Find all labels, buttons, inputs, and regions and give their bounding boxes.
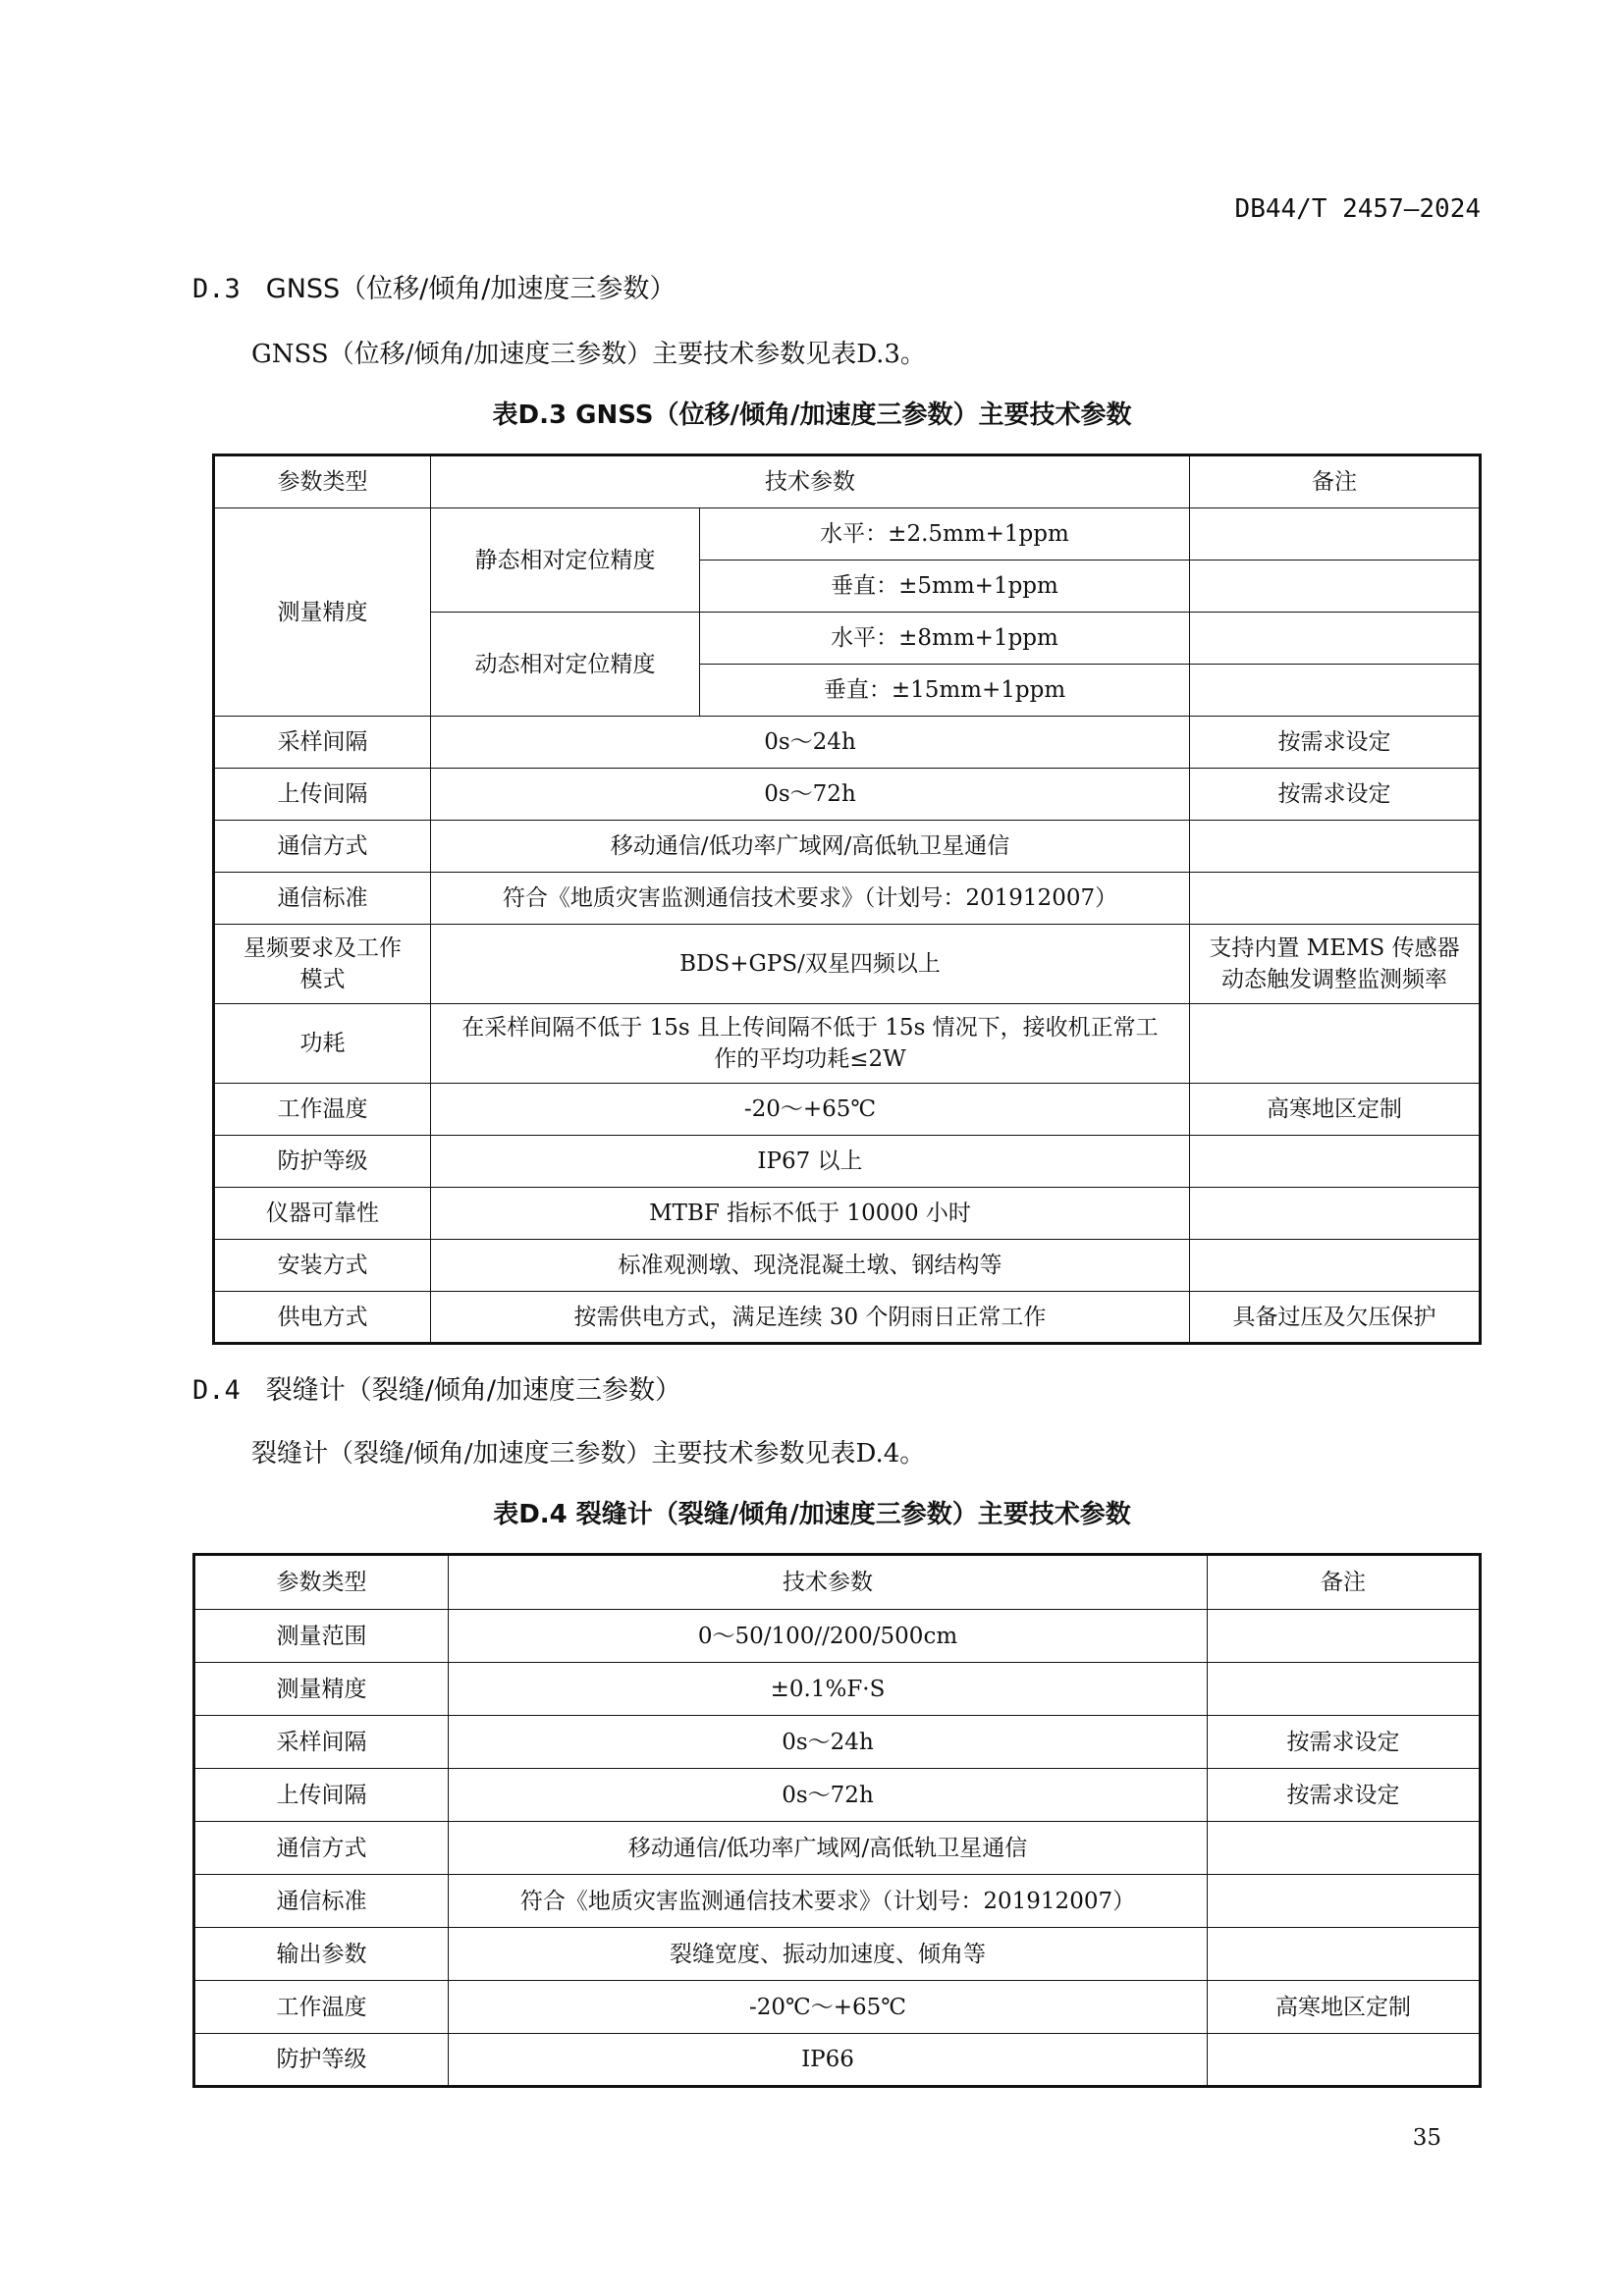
table-row xyxy=(194,1663,1481,1716)
note-cell: 按需求设定 xyxy=(1208,1769,1481,1822)
param-type-cell: 星频要求及工作模式 xyxy=(214,925,431,1004)
table-header-row xyxy=(194,1555,1481,1610)
note-cell xyxy=(1190,821,1481,873)
table-row xyxy=(214,1292,1481,1344)
sub-type-cell: 静态相对定位精度 xyxy=(431,508,700,613)
note-cell xyxy=(1208,1663,1481,1716)
param-type-cell: 工作温度 xyxy=(214,1084,431,1136)
param-type-cell: 通信方式 xyxy=(214,821,431,873)
note-cell: 高寒地区定制 xyxy=(1190,1084,1481,1136)
table-caption-d4: 表D.4 裂缝计（裂缝/倾角/加速度三参数）主要技术参数 xyxy=(493,1500,1131,1529)
table-caption-d3: 表D.3 GNSS（位移/倾角/加速度三参数）主要技术参数 xyxy=(492,400,1132,430)
table-row xyxy=(194,2034,1481,2087)
param-cell: 0s～24h xyxy=(449,1716,1208,1769)
param-cell: -20～+65℃ xyxy=(431,1084,1190,1136)
table-row xyxy=(214,821,1481,873)
section-number: D.3 xyxy=(192,274,241,304)
param-type-cell: 防护等级 xyxy=(214,1136,431,1188)
param-type-cell: 工作温度 xyxy=(194,1981,449,2034)
note-cell xyxy=(1190,561,1481,613)
note-cell: 按需求设定 xyxy=(1208,1716,1481,1769)
param-cell: MTBF 指标不低于 10000 小时 xyxy=(431,1188,1190,1240)
param-cell: 符合《地质灾害监测通信技术要求》（计划号：201912007） xyxy=(431,873,1190,925)
table-row xyxy=(194,1769,1481,1822)
table-row xyxy=(194,1875,1481,1928)
note-cell xyxy=(1190,508,1481,561)
note-cell xyxy=(1208,1928,1481,1981)
param-type-cell: 测量范围 xyxy=(194,1610,449,1663)
header-cell: 参数类型 xyxy=(194,1555,449,1610)
param-type-cell: 通信标准 xyxy=(214,873,431,925)
header-cell: 备注 xyxy=(1190,455,1481,508)
param-cell: 按需供电方式，满足连续 30 个阴雨日正常工作 xyxy=(431,1292,1190,1344)
param-cell: IP67 以上 xyxy=(431,1136,1190,1188)
param-cell: 垂直：±15mm+1ppm xyxy=(700,665,1190,717)
param-cell: 裂缝宽度、振动加速度、倾角等 xyxy=(449,1928,1208,1981)
param-type-cell: 功耗 xyxy=(214,1004,431,1084)
table-row xyxy=(214,1188,1481,1240)
param-cell: 移动通信/低功率广域网/高低轨卫星通信 xyxy=(449,1822,1208,1875)
table-header-row xyxy=(214,455,1481,508)
table-row xyxy=(214,1084,1481,1136)
param-type-cell: 测量精度 xyxy=(214,508,431,717)
header-cell: 技术参数 xyxy=(449,1555,1208,1610)
param-type-cell: 测量精度 xyxy=(194,1663,449,1716)
table-row xyxy=(214,873,1481,925)
section-intro-d3: GNSS（位移/倾角/加速度三参数）主要技术参数见表D.3。 xyxy=(251,340,926,369)
note-cell xyxy=(1190,1240,1481,1292)
section-title: 裂缝计（裂缝/倾角/加速度三参数） xyxy=(265,1375,681,1406)
note-cell xyxy=(1190,1004,1481,1084)
param-cell: 水平：±8mm+1ppm xyxy=(700,613,1190,665)
param-cell: 0s～72h xyxy=(449,1769,1208,1822)
section-title: GNSS（位移/倾角/加速度三参数） xyxy=(265,274,677,304)
table-row xyxy=(214,1240,1481,1292)
note-cell: 支持内置 MEMS 传感器动态触发调整监测频率 xyxy=(1190,925,1481,1004)
table-row xyxy=(214,925,1481,1004)
param-cell: 移动通信/低功率广域网/高低轨卫星通信 xyxy=(431,821,1190,873)
note-cell xyxy=(1190,1136,1481,1188)
note-cell xyxy=(1208,1610,1481,1663)
param-type-cell: 通信标准 xyxy=(194,1875,449,1928)
param-type-cell: 采样间隔 xyxy=(214,717,431,769)
note-cell: 高寒地区定制 xyxy=(1208,1981,1481,2034)
param-cell: 0s～24h xyxy=(431,717,1190,769)
note-cell xyxy=(1208,2034,1481,2087)
table-row xyxy=(214,508,1481,561)
note-cell xyxy=(1208,1822,1481,1875)
note-cell: 按需求设定 xyxy=(1190,769,1481,821)
table-row xyxy=(214,1136,1481,1188)
param-cell: IP66 xyxy=(449,2034,1208,2087)
note-cell: 按需求设定 xyxy=(1190,717,1481,769)
note-cell: 具备过压及欠压保护 xyxy=(1190,1292,1481,1344)
header-cell: 技术参数 xyxy=(431,455,1190,508)
param-type-cell: 上传间隔 xyxy=(214,769,431,821)
param-type-cell: 安装方式 xyxy=(214,1240,431,1292)
param-type-cell: 防护等级 xyxy=(194,2034,449,2087)
param-type-cell: 通信方式 xyxy=(194,1822,449,1875)
table-d3 xyxy=(212,454,1482,1345)
table-row xyxy=(214,769,1481,821)
table-row xyxy=(194,1981,1481,2034)
header-cell: 备注 xyxy=(1208,1555,1481,1610)
param-cell: 符合《地质灾害监测通信技术要求》（计划号：201912007） xyxy=(449,1875,1208,1928)
document-code: DB44/T 2457—2024 xyxy=(1234,194,1481,224)
section-heading-d4 xyxy=(192,1368,681,1407)
param-cell: 在采样间隔不低于 15s 且上传间隔不低于 15s 情况下，接收机正常工作的平均功耗≤2W xyxy=(431,1004,1190,1084)
header-cell: 参数类型 xyxy=(214,455,431,508)
table-row xyxy=(194,1822,1481,1875)
param-type-cell: 上传间隔 xyxy=(194,1769,449,1822)
param-type-cell: 采样间隔 xyxy=(194,1716,449,1769)
param-cell: 0s～72h xyxy=(431,769,1190,821)
param-type-cell: 输出参数 xyxy=(194,1928,449,1981)
sub-type-cell: 动态相对定位精度 xyxy=(431,613,700,717)
param-cell: 0～50/100//200/500cm xyxy=(449,1610,1208,1663)
table-row xyxy=(194,1610,1481,1663)
param-cell: BDS+GPS/双星四频以上 xyxy=(431,925,1190,1004)
page-number: 35 xyxy=(1412,2125,1441,2151)
table-row xyxy=(194,1928,1481,1981)
param-type-cell: 供电方式 xyxy=(214,1292,431,1344)
table-d4 xyxy=(192,1553,1482,2088)
note-cell xyxy=(1190,873,1481,925)
param-cell: 垂直：±5mm+1ppm xyxy=(700,561,1190,613)
note-cell xyxy=(1208,1875,1481,1928)
table-row xyxy=(194,1716,1481,1769)
param-cell: 水平：±2.5mm+1ppm xyxy=(700,508,1190,561)
note-cell xyxy=(1190,1188,1481,1240)
note-cell xyxy=(1190,613,1481,665)
section-heading-d3 xyxy=(192,267,676,305)
note-cell xyxy=(1190,665,1481,717)
table-row xyxy=(214,717,1481,769)
param-cell: ±0.1%F·S xyxy=(449,1663,1208,1716)
param-cell: -20℃～+65℃ xyxy=(449,1981,1208,2034)
section-number: D.4 xyxy=(192,1375,241,1406)
table-row xyxy=(214,1004,1481,1084)
param-type-cell: 仪器可靠性 xyxy=(214,1188,431,1240)
section-intro-d4: 裂缝计（裂缝/倾角/加速度三参数）主要技术参数见表D.4。 xyxy=(251,1439,926,1468)
param-cell: 标准观测墩、现浇混凝土墩、钢结构等 xyxy=(431,1240,1190,1292)
